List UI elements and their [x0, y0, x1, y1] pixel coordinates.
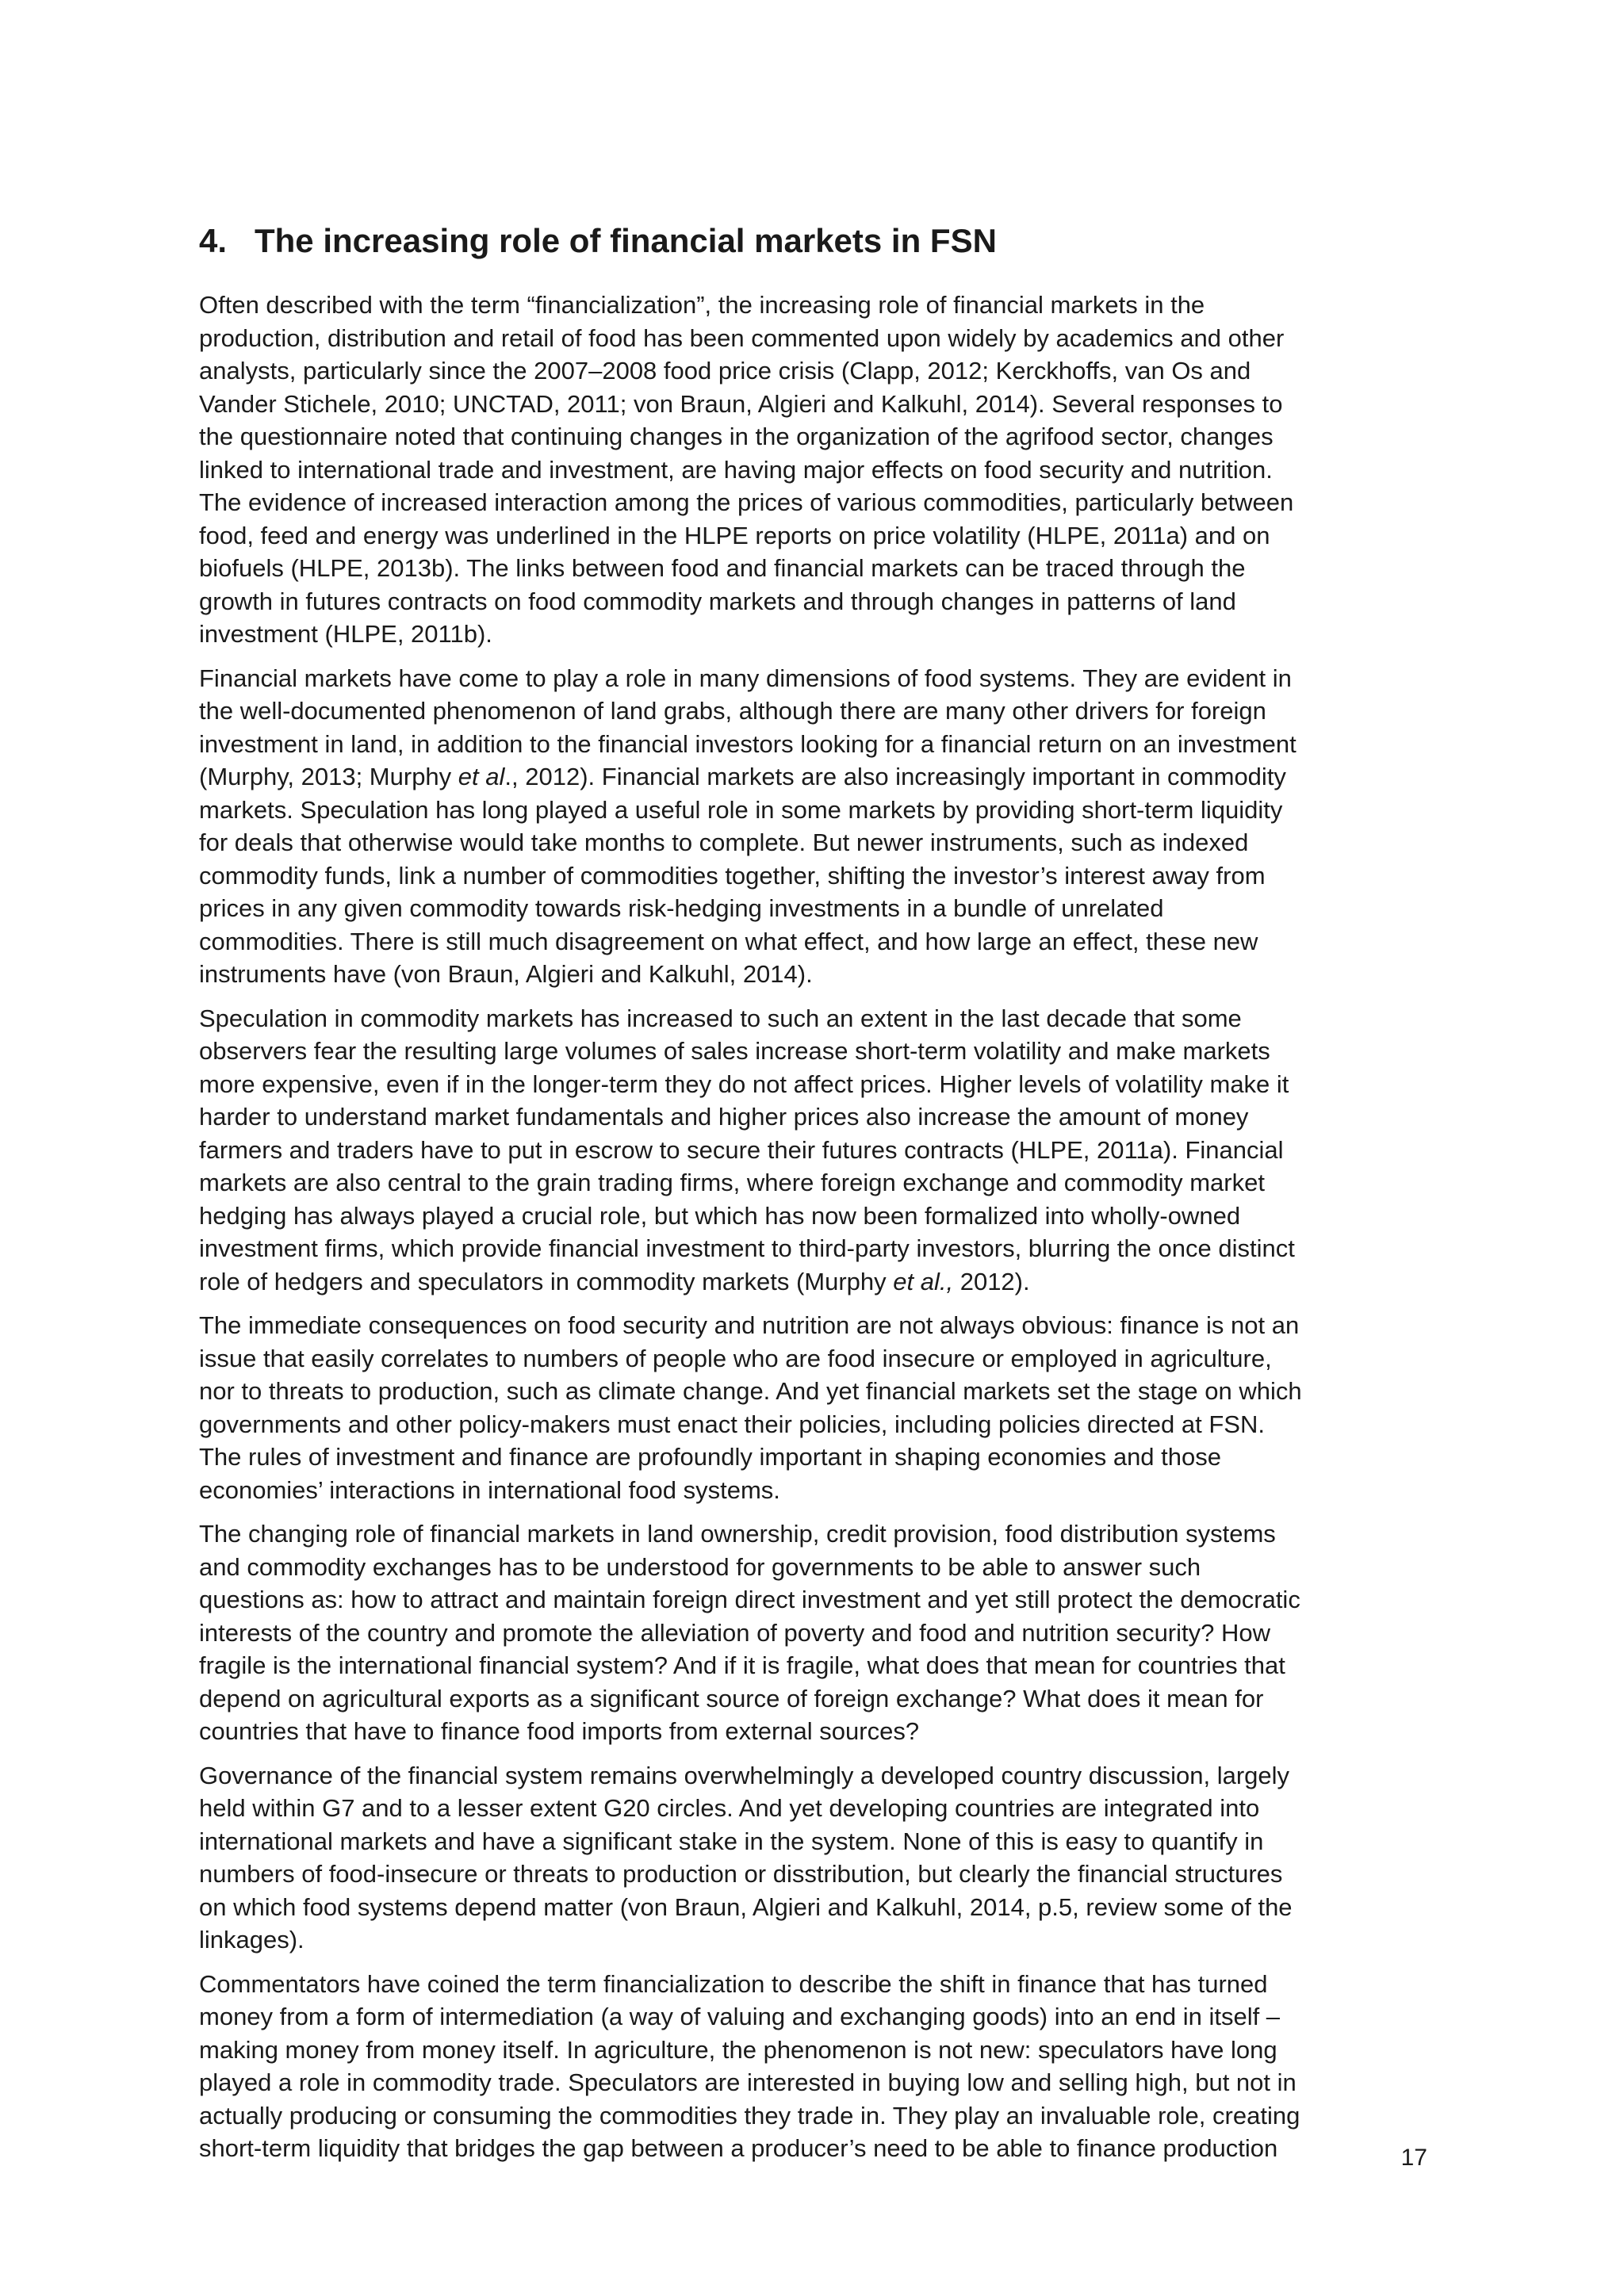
section-number: 4. [199, 222, 228, 259]
paragraph-4 [199, 1309, 1430, 1506]
section-title: The increasing role of financial markets in FSN [255, 222, 997, 259]
paragraph-1-text: Often described with the term “financialization”, the increasing role of financial markets in the production, distribution and retail of food has been commented upon widely by academics and other analysts, particularly since the 2007–2008 food price crisis (Clapp, 2012; Kerckhoffs, van Os and Vander Stichele, 2010; UNCTAD, 2011; von Braun, Algieri and Kalkuhl, 2014). Several responses to the questionnaire noted that continuing changes in the organization of the agrifood sector, changes linked to international trade and investment, are having major effects on food security and nutrition. The evidence of increased interaction among the prices of various commodities, particularly between food, feed and energy was underlined in the HLPE reports on price volatility (HLPE, 2011a) and on biofuels (HLPE, 2013b). The links between food and financial markets can be traced through the growth in futures contracts on food commodity markets and through changes in patterns of land investment (HLPE, 2011b). [199, 291, 1294, 648]
paragraph-3-text-b: 2012). [953, 1267, 1030, 1295]
paragraph-1 [199, 289, 1430, 651]
paragraph-3 [199, 1002, 1430, 1299]
paragraph-6-text: Governance of the financial system remains overwhelmingly a developed country discussion, largely held within G7 and to a lesser extent G20 circles. And yet developing countries are integrated into international markets and have a significant stake in the system. None of this is easy to quantify in numbers of food-insecure or threats to production or disstribution, but clearly the financial structures on which food systems depend matter (von Braun, Algieri and Kalkuhl, 2014, p.5, review some of the linkages). [199, 1761, 1293, 1954]
paragraph-7-text: Commentators have coined the term financialization to describe the shift in finance that has turned money from a form of intermediation (a way of valuing and exchanging goods) into an end in itself – making money from money itself. In agriculture, the phenomenon is not new: speculators have long played a role in commodity trade. Speculators are interested in buying low and selling high, but not in actually producing or consuming the commodities they trade in. They play an invaluable role, creating short-term liquidity that bridges the gap between a producer’s need to be able to finance production [199, 1969, 1300, 2162]
section-heading [199, 219, 997, 263]
paragraph-3-italic: et al., [893, 1267, 954, 1295]
paragraph-2-text-a: Financial markets have come to play a role in many dimensions of food systems. They are evident in the well-documented phenomenon of land grabs, although there are many other drivers for foreign investment in land, in addition to the financial investors looking for a financial return on an investment (Murphy, 2013; Murphy [199, 664, 1297, 790]
paragraph-6 [199, 1759, 1430, 1957]
paragraph-4-text: The immediate consequences on food security and nutrition are not always obvious: finance is not an issue that easily correlates to numbers of people who are food insecure or employed in agriculture, nor to threats to production, such as climate change. And yet financial markets set the stage on which governments and other policy-makers must enact their policies, including policies directed at FSN. The rules of investment and finance are profoundly important in shaping economies and those economies’ interactions in international food systems. [199, 1311, 1302, 1504]
paragraph-7 [199, 1968, 1430, 2165]
paragraph-5 [199, 1517, 1430, 1748]
body-text [199, 289, 1430, 2176]
paragraph-2-italic: et al [458, 763, 505, 790]
paragraph-3-text-a: Speculation in commodity markets has increased to such an extent in the last decade that some observers fear the resulting large volumes of sales increase short-term volatility and make markets more expensive, even if in the longer-term they do not affect prices. Higher levels of volatility make it harder to understand market fundamentals and higher prices also increase the amount of money farmers and traders have to put in escrow to secure their futures contracts (HLPE, 2011a). Financial markets are also central to the grain trading firms, where foreign exchange and commodity market hedging has always played a crucial role, but which has now been formalized into wholly-owned investment firms, which provide financial investment to third-party investors, blurring the once distinct role of hedgers and speculators in commodity markets (Murphy [199, 1004, 1295, 1295]
paragraph-2-text-b: ., 2012). Financial markets are also increasingly important in commodity markets. Speculation has long played a useful role in some markets by providing short-term liquidity for deals that otherwise would take months to complete. But newer instruments, such as indexed commodity funds, link a number of commodities together, shifting the investor’s interest away from prices in any given commodity towards risk-hedging investments in a bundle of unrelated commodities. There is still much disagreement on what effect, and how large an effect, these new instruments have (von Braun, Algieri and Kalkuhl, 2014). [199, 763, 1286, 988]
paragraph-5-text: The changing role of financial markets in land ownership, credit provision, food distribution systems and commodity exchanges has to be understood for governments to be able to answer such questions as: how to attract and maintain foreign direct investment and yet still protect the democratic interests of the country and promote the alleviation of poverty and food and nutrition security? How fragile is the international financial system? And if it is fragile, what does that mean for countries that depend on agricultural exports as a significant source of foreign exchange? What does it mean for countries that have to finance food imports from external sources? [199, 1520, 1300, 1745]
page-number: 17 [1400, 2145, 1427, 2171]
paragraph-2 [199, 662, 1430, 991]
